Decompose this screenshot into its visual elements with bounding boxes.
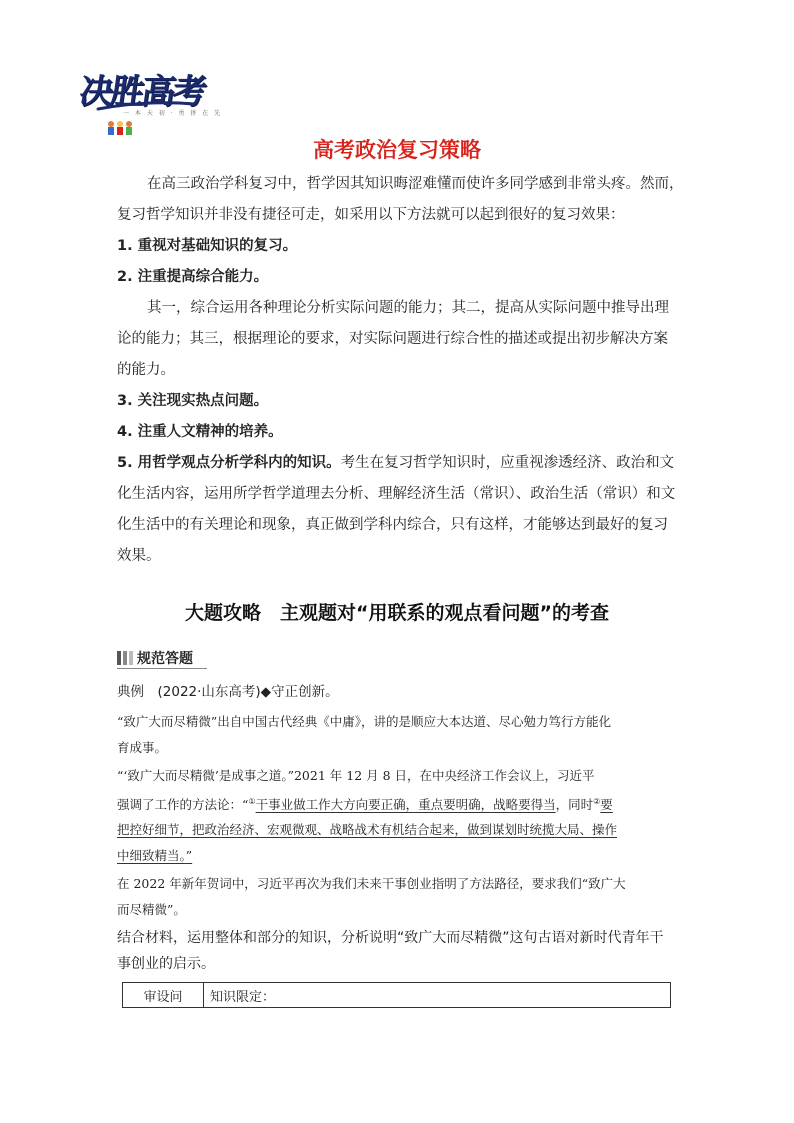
quote-lead: 强调了工作的方法论：“ (117, 797, 249, 813)
point-heading: 3. 关注现实热点问题。 (117, 393, 269, 409)
example-line-quote (117, 792, 613, 815)
example-line (117, 846, 192, 866)
point-body-line: 化生活内容，运用所学哲学道理去分析、理解经济生活（常识）、政治生活（常识）和文 (117, 486, 676, 502)
tag-underline (117, 668, 207, 669)
question-line: 结合材料，运用整体和部分的知识，分析说明“致广大而尽精微”这句古语对新时代青年干 (117, 930, 664, 946)
point-body-line: 论的能力；其三，根据理论的要求，对实际问题进行综合性的描述或提出初步解决方案 (117, 331, 668, 347)
example-head: 典例 (2022·山东高考)◆守正创新。 (117, 684, 339, 700)
tag-label: 规范答题 (137, 651, 193, 667)
circle-marker: ① (248, 797, 256, 806)
question-line: 事创业的启示。 (117, 956, 215, 972)
underlined-quote: 把控好细节，把政治经济、宏观微观、战略战术有机结合起来，做到谋划时统揽大局、操作 (117, 822, 618, 837)
circle-marker: ② (593, 797, 601, 806)
logo-text: 决胜高考 (76, 72, 207, 112)
quote-mid: ，同时 (555, 797, 594, 813)
point-heading: 1. 重视对基础知识的复习。 (117, 238, 298, 254)
example-line (117, 820, 617, 840)
page-title: 高考政治复习策略 (313, 138, 481, 162)
point-body-line: 化生活中的有关理论和现象，真正做到学科内综合，只有这样，才能够达到最好的复习 (117, 517, 668, 533)
point-body-line: 其一，综合运用各种理论分析实际问题的能力；其二，提高从实际问题中推导出理 (147, 300, 669, 316)
quote-close: ” (185, 848, 193, 863)
analysis-table (122, 982, 671, 1008)
point-5-line (117, 453, 674, 473)
logo-tagline: 一 本 天 初 · 勇 拼 在 先 (123, 110, 223, 117)
section-title: 大题攻略 主观题对“用联系的观点看问题”的考查 (185, 602, 609, 624)
point-body-text: 考生在复习哲学知识时，应重视渗透经济、政治和文 (340, 455, 675, 471)
table-cell-label: 审设问 (123, 983, 204, 1007)
example-line: “致广大而尽精微”出自中国古代经典《中庸》，讲的是顺应大本达道、尽心勉力笃行方能化 (117, 714, 612, 729)
point-heading: 4. 注重人文精神的培养。 (117, 424, 283, 440)
intro-line: 复习哲学知识并非没有捷径可走，如采用以下方法就可以起到很好的复习效果： (117, 207, 625, 223)
tag-bars-icon (117, 651, 133, 665)
underlined-quote: 中细致精当。 (117, 848, 186, 863)
table-cell-value: 知识限定： (210, 989, 276, 1005)
example-line: 而尽精微”。 (117, 902, 186, 917)
example-line: “‘致广大而尽精微’是成事之道。”2021 年 12 月 8 日，在中央经济工作会议上，习近平 (117, 768, 595, 783)
underlined-quote: 干事业做工作大方向要正确，重点要明确，战略要得当 (255, 797, 556, 813)
underlined-quote: 要 (600, 797, 613, 813)
example-line: 在 2022 年新年贺词中，习近平再次为我们未来干事创业指明了方法路径，要求我们“致广大 (117, 876, 626, 891)
example-line: 育成事。 (117, 740, 168, 755)
point-heading: 2. 注重提高综合能力。 (117, 269, 269, 285)
point-body-line: 的能力。 (117, 362, 175, 378)
section-tag (117, 648, 193, 668)
point-heading: 5. 用哲学观点分析学科内的知识。 (117, 455, 341, 471)
brand-logo (76, 58, 223, 138)
intro-line: 在高三政治学科复习中，哲学因其知识晦涩难懂而使许多同学感到非常头疼。然而， (147, 176, 684, 192)
point-body-line: 效果。 (117, 548, 161, 564)
